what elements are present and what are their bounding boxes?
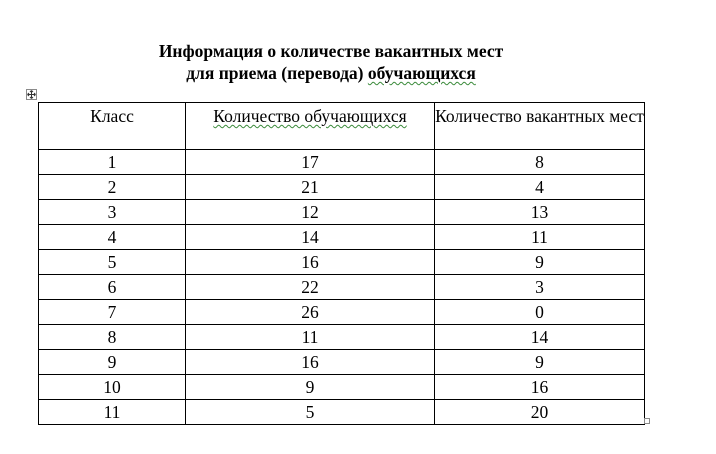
cell-students: 26 (186, 300, 435, 325)
cell-students: 22 (186, 275, 435, 300)
move-arrows-icon (27, 90, 36, 99)
cell-class: 10 (39, 375, 186, 400)
header-vacancies: Количество вакантных мест (435, 103, 645, 150)
cell-class: 7 (39, 300, 186, 325)
table-row (39, 300, 645, 325)
table-row (39, 350, 645, 375)
header-students (186, 103, 435, 150)
cell-class: 11 (39, 400, 186, 425)
table-row (39, 275, 645, 300)
cell-class: 5 (39, 250, 186, 275)
table-row (39, 150, 645, 175)
cell-vacancies: 14 (435, 325, 645, 350)
cell-class: 4 (39, 225, 186, 250)
table-row (39, 250, 645, 275)
cell-class: 3 (39, 200, 186, 225)
table-header-row (39, 103, 645, 150)
cell-vacancies: 3 (435, 275, 645, 300)
cell-students: 11 (186, 325, 435, 350)
table-row (39, 325, 645, 350)
cell-vacancies: 9 (435, 250, 645, 275)
cell-students: 21 (186, 175, 435, 200)
table-row (39, 225, 645, 250)
cell-students: 14 (186, 225, 435, 250)
title-line-2 (0, 62, 662, 84)
cell-students: 16 (186, 250, 435, 275)
title-line-1: Информация о количестве вакантных мест (158, 41, 504, 61)
cell-vacancies: 4 (435, 175, 645, 200)
cell-vacancies: 20 (435, 400, 645, 425)
cell-class: 6 (39, 275, 186, 300)
cell-class: 1 (39, 150, 186, 175)
cell-class: 9 (39, 350, 186, 375)
cell-students: 12 (186, 200, 435, 225)
cell-vacancies: 0 (435, 300, 645, 325)
cell-class: 8 (39, 325, 186, 350)
vacancies-table (38, 102, 645, 425)
document-title (0, 40, 662, 84)
header-students-text: Количество обучающихся (213, 106, 407, 126)
cell-vacancies: 16 (435, 375, 645, 400)
cell-students: 5 (186, 400, 435, 425)
header-class: Класс (39, 103, 186, 150)
cell-vacancies: 11 (435, 225, 645, 250)
cell-students: 16 (186, 350, 435, 375)
cell-students: 9 (186, 375, 435, 400)
table-resize-handle[interactable] (644, 418, 650, 424)
cell-vacancies: 8 (435, 150, 645, 175)
title-line-2-word: обучающихся (367, 63, 476, 83)
cell-students: 17 (186, 150, 435, 175)
table-row (39, 375, 645, 400)
table-move-handle[interactable] (26, 89, 37, 100)
title-line-2-text: для приема (перевода) (186, 63, 368, 83)
table-row (39, 200, 645, 225)
table-row (39, 175, 645, 200)
cell-vacancies: 9 (435, 350, 645, 375)
cell-vacancies: 13 (435, 200, 645, 225)
cell-class: 2 (39, 175, 186, 200)
table-row (39, 400, 645, 425)
